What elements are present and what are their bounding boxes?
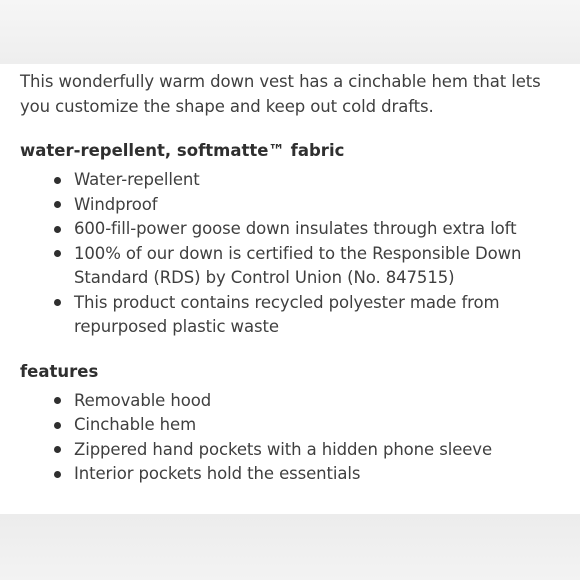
list-item-text: Interior pockets hold the essentials [74,464,361,483]
list-item-text: Cinchable hem [74,415,197,434]
list-item-text: Water-repellent [74,170,200,189]
list-item-text: 600-fill-power goose down insulates through extra loft [74,219,517,238]
bullet-icon [54,471,61,478]
list-item [20,438,560,463]
list-item [20,168,560,193]
product-intro: This wonderfully warm down vest has a cinchable hem that lets you customize the shape and keep out cold drafts. [20,72,541,116]
list-item-text: Removable hood [74,390,212,410]
fabric-heading: water-repellent, softmatte™ fabric [20,141,345,160]
list-item [20,193,560,218]
features-heading: features [20,361,99,381]
list-item-text: This product contains recycled polyester made from repurposed plastic waste [74,292,500,336]
product-description-panel [0,64,580,514]
bullet-icon [54,226,61,233]
features-list [20,389,560,487]
list-item [20,413,560,438]
list-item [20,242,560,291]
list-item [20,217,560,242]
bullet-icon [54,299,61,306]
list-item [20,389,560,414]
bullet-icon [54,422,61,429]
fabric-list [20,168,560,340]
top-background [0,0,580,64]
bullet-icon [54,201,61,208]
list-item-text: Zippered hand pockets with a hidden phone sleeve [74,439,493,459]
bullet-icon [54,446,61,453]
bottom-background [0,514,580,580]
list-item [20,291,560,340]
list-item-text: 100% of our down is certified to the Responsible Down Standard (RDS) by Control Union (No. 847515) [74,243,522,287]
bullet-icon [54,250,61,257]
bullet-icon [54,397,61,404]
bullet-icon [54,177,61,184]
list-item [20,462,560,487]
list-item-text: Windproof [74,194,158,214]
